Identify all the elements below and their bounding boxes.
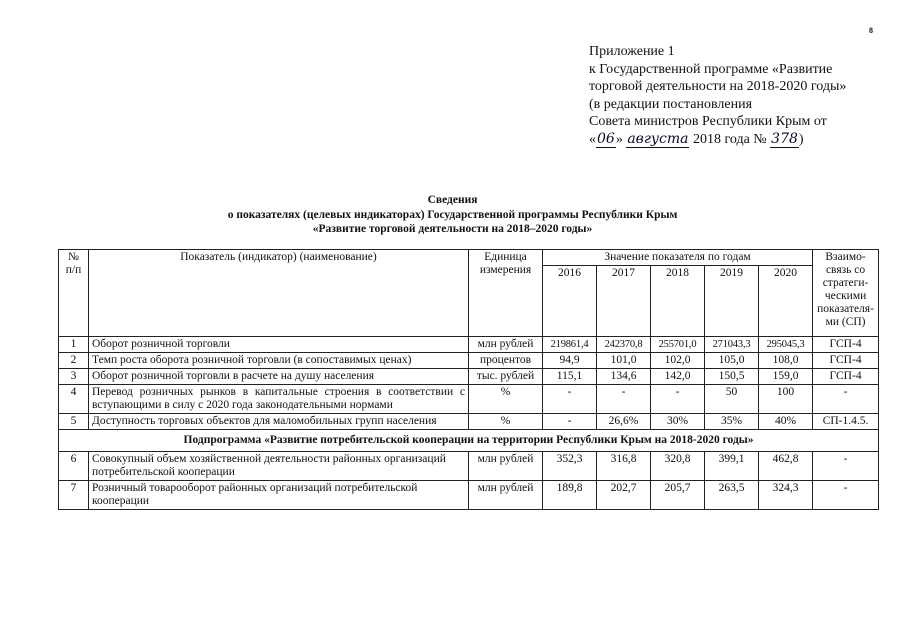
row-num: 3 [59,369,89,385]
row-value: 102,0 [651,353,705,369]
row-value: - [597,385,651,414]
date-close-quote: » [615,131,623,147]
row-value: 462,8 [759,452,813,481]
row-link: ГСП-4 [813,369,879,385]
row-value: 134,6 [597,369,651,385]
row-value: 255701,0 [651,337,705,353]
row-unit: млн рублей [469,452,543,481]
header-indicator: Показатель (индикатор) (наименование) [89,250,469,337]
date-open-quote: « [589,131,596,147]
row-value: 101,0 [597,353,651,369]
table-row [59,481,879,510]
indicators-table [58,249,879,510]
title-line-2: о показателях (целевых индикаторах) Государственной программы Республики Крым [227,208,678,221]
row-num: 2 [59,353,89,369]
row-value: 271043,3 [705,337,759,353]
annex-line-1: Приложение 1 [589,44,675,59]
row-indicator: Перевод розничных рынков в капитальные строения в соответствии с вступающими в силу с 2020 года законодательными нормами [89,385,469,414]
row-value: 242370,8 [597,337,651,353]
annex-line-4: (в редакции постановления [589,96,753,112]
row-value: 142,0 [651,369,705,385]
title-line-3: «Развитие торговой деятельности на 2018–2020 годы» [312,223,593,235]
row-indicator: Розничный товарооборот районных организаций потребительской кооперации [89,481,469,510]
row-unit: млн рублей [469,481,543,510]
row-unit: млн рублей [469,337,543,353]
row-value: 324,3 [759,481,813,510]
table-row [59,337,879,353]
row-unit: % [469,414,543,430]
row-value: 295045,3 [759,337,813,353]
header-row [59,250,879,266]
row-indicator: Совокупный объем хозяйственной деятельности районных организаций потребительской кооперации [89,452,469,481]
row-unit: процентов [469,353,543,369]
row-link: СП-1.4.5. [813,414,879,430]
row-value: 26,6% [597,414,651,430]
date-year: 2018 года № [692,131,767,147]
row-link: ГСП-4 [813,337,879,353]
table-row [59,353,879,369]
date-close-paren: ) [798,131,804,147]
row-value: 219861,4 [543,337,597,353]
header-link: Взаимо-связь со стратеги-ческими показателя-ми (СП) [813,250,879,337]
row-value: 150,5 [705,369,759,385]
annex-line-5: Совета министров Республики Крым от [589,114,827,129]
row-value: 352,3 [543,452,597,481]
row-link: - [813,452,879,481]
row-value: 30% [651,414,705,430]
row-indicator: Оборот розничной торговли [89,337,469,353]
header-year: 2020 [759,266,813,337]
header-year: 2017 [597,266,651,337]
row-link: ГСП-4 [813,353,879,369]
row-num: 1 [59,337,89,353]
document-title [0,193,905,237]
title-line-1: Сведения [427,194,478,206]
row-value: 320,8 [651,452,705,481]
row-value: 263,5 [705,481,759,510]
row-value: 35% [705,414,759,430]
row-value: 115,1 [543,369,597,385]
row-value: 189,8 [543,481,597,510]
header-num: № п/п [59,250,89,337]
header-year: 2019 [705,266,759,337]
row-link: - [813,385,879,414]
row-value: 159,0 [759,369,813,385]
row-num: 5 [59,414,89,430]
table-row [59,414,879,430]
row-value: 202,7 [597,481,651,510]
header-year: 2016 [543,266,597,337]
handwritten-day: 06 [597,130,615,147]
subprogram-row [59,430,879,452]
handwritten-month: августа [627,130,689,147]
table-row [59,385,879,414]
row-unit: тыс. рублей [469,369,543,385]
row-value: 50 [705,385,759,414]
row-value: 40% [759,414,813,430]
page-number: 8 [869,26,873,35]
row-value: 105,0 [705,353,759,369]
row-value: 399,1 [705,452,759,481]
row-unit: % [469,385,543,414]
subprogram-title: Подпрограмма «Развитие потребительской кооперации на территории Республики Крым на 2018-2020 годы» [59,430,879,452]
row-num: 4 [59,385,89,414]
row-value: 205,7 [651,481,705,510]
header-unit: Единица измерения [469,250,543,337]
header-year: 2018 [651,266,705,337]
table-row [59,452,879,481]
row-value: 108,0 [759,353,813,369]
row-num: 7 [59,481,89,510]
row-indicator: Доступность торговых объектов для маломобильных групп населения [89,414,469,430]
header-values-group: Значение показателя по годам [543,250,813,266]
row-indicator: Оборот розничной торговли в расчете на душу населения [89,369,469,385]
annex-date-line [589,131,889,149]
row-link: - [813,481,879,510]
table-row [59,369,879,385]
row-indicator: Темп роста оборота розничной торговли (в сопоставимых ценах) [89,353,469,369]
annex-line-3: торговой деятельности на 2018-2020 годы» [589,79,847,94]
annex-line-2: к Государственной программе «Развитие [589,61,833,77]
row-value: 100 [759,385,813,414]
row-num: 6 [59,452,89,481]
annex-block [589,43,889,148]
row-value: 94,9 [543,353,597,369]
handwritten-number: 378 [771,130,798,147]
row-value: - [543,414,597,430]
row-value: - [543,385,597,414]
row-value: - [651,385,705,414]
row-value: 316,8 [597,452,651,481]
